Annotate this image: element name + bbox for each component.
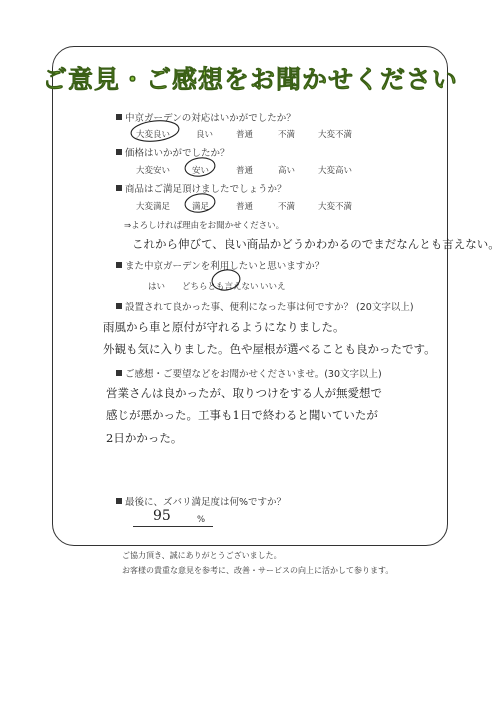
reason-answer[interactable]: これから伸びて、良い商品かどうかわかるのでまだなんとも言えない。	[132, 237, 500, 251]
option-normal[interactable]: 普通	[236, 202, 254, 212]
option-good[interactable]: 良い	[196, 130, 214, 140]
question-product-satisfaction	[116, 181, 287, 195]
question-label: また中京ガーデンを利用したいと思いますか？	[125, 261, 325, 272]
footer-thanks: ご協力頂き、誠にありがとうございました。	[122, 551, 282, 560]
question-label: 商品はご満足頂けましたでしょうか？	[125, 184, 287, 195]
bullet-square-icon	[116, 149, 122, 155]
footer-note: お客様の貴重な意見を参考に、改善・サービスの向上に活かして参ります。	[122, 566, 394, 575]
reason-prompt: ⇒よろしければ理由をお聞かせください。	[124, 221, 285, 231]
option-very-satisfied[interactable]: 大変満足	[136, 202, 171, 212]
bullet-square-icon	[116, 185, 122, 191]
satisfaction-value[interactable]: 95	[153, 508, 171, 524]
bullet-square-icon	[116, 303, 122, 309]
feedback-answer-line-3[interactable]: 2日かかった。	[106, 431, 183, 445]
question-label: ご感想・ご要望などをお聞かせくださいませ。(30文字以上)	[125, 369, 382, 380]
question-staff-response	[116, 110, 296, 124]
question-benefits	[116, 299, 414, 313]
page-title: ご意見・ご感想をお聞かせください	[41, 65, 458, 94]
option-cheap[interactable]: 安い	[192, 166, 210, 176]
option-dissatisfied[interactable]: 不満	[278, 130, 296, 140]
question-feedback	[116, 366, 382, 380]
question-label: 価格はいかがでしたか？	[125, 148, 230, 159]
bullet-square-icon	[116, 370, 122, 376]
option-dissatisfied[interactable]: 不満	[278, 202, 296, 212]
option-yes[interactable]: はい	[148, 282, 166, 292]
option-very-dissatisfied[interactable]: 大変不満	[318, 130, 353, 140]
benefits-answer-line-1[interactable]: 雨風から車と原付が守れるようになりました。	[103, 320, 345, 334]
option-no[interactable]: いいえ	[260, 282, 286, 292]
percent-unit: %	[197, 515, 206, 525]
option-normal[interactable]: 普通	[236, 166, 254, 176]
question-price	[116, 145, 230, 159]
option-satisfied[interactable]: 満足	[192, 202, 210, 212]
bullet-square-icon	[116, 498, 122, 504]
option-very-expensive[interactable]: 大変高い	[318, 166, 353, 176]
bullet-square-icon	[116, 262, 122, 268]
benefits-answer-line-2[interactable]: 外観も気に入りました。色や屋根が選べることも良かったです。	[103, 342, 436, 356]
question-label: 設置されて良かった事、便利になった事は何ですか？ (20文字以上)	[125, 302, 414, 313]
option-neither[interactable]: どちらとも言えない	[182, 282, 259, 292]
option-very-cheap[interactable]: 大変安い	[136, 166, 171, 176]
question-satisfaction-percent	[116, 494, 286, 508]
option-expensive[interactable]: 高い	[278, 166, 296, 176]
bullet-square-icon	[116, 114, 122, 120]
feedback-answer-line-2[interactable]: 感じが悪かった。工事も1日で終わると聞いていたが	[106, 408, 378, 422]
satisfaction-underline	[133, 526, 213, 527]
question-label: 中京ガーデンの対応はいかがでしたか？	[125, 113, 296, 124]
option-normal[interactable]: 普通	[236, 130, 254, 140]
question-reuse	[116, 258, 324, 272]
option-very-dissatisfied[interactable]: 大変不満	[318, 202, 353, 212]
option-very-good[interactable]: 大変良い	[136, 130, 171, 140]
feedback-answer-line-1[interactable]: 営業さんは良かったが、取りつけをする人が無愛想で	[106, 386, 382, 400]
question-label: 最後に、ズバリ満足度は何%ですか？	[125, 497, 287, 508]
